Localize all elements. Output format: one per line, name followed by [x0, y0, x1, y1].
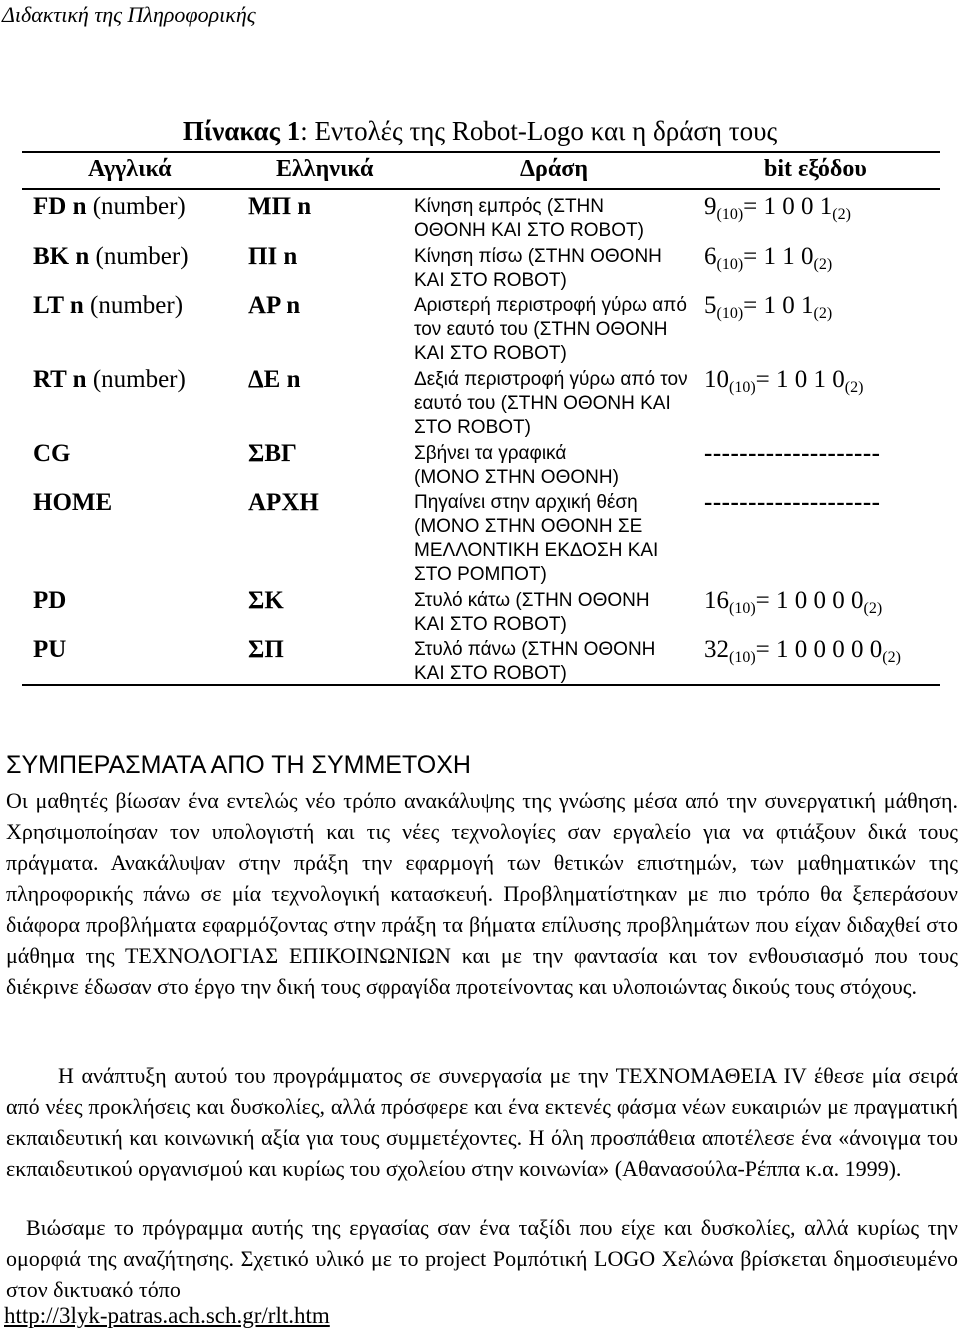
- action-description: Πηγαίνει στην αρχική θέση (ΜΟΝΟ ΣΤΗΝ ΟΘΟΝΗ ΣΕ ΜΕΛΛΟΝΤΙΚΗ ΕΚΔΟΣΗ ΚΑΙ ΣΤΟ ΡΟΜΠΟΤ): [414, 492, 659, 585]
- decimal-base: (10): [716, 206, 744, 223]
- english-command-name: LT n: [33, 292, 84, 319]
- output-bits: [704, 292, 832, 323]
- action-description: Στυλό κάτω (ΣΤΗΝ ΟΘΟΝΗ ΚΑΙ ΣΤΟ ROBOT): [414, 590, 650, 635]
- output-none: --------------------: [704, 440, 881, 467]
- english-command: [33, 292, 183, 320]
- table-top-rule: [22, 151, 940, 153]
- english-command-name: FD n: [33, 193, 87, 220]
- table-caption-text: : Εντολές της Robot-Logo και η δράση τους: [300, 116, 778, 146]
- output-binary: = 1 0 0 1: [743, 193, 833, 220]
- header-english: Αγγλικά: [88, 156, 172, 182]
- output-bits: [704, 489, 881, 517]
- greek-command: ΣΒΓ: [248, 440, 297, 467]
- output-decimal: 32: [704, 636, 729, 663]
- project-link[interactable]: http://3lyk-patras.ach.sch.gr/rlt.htm: [4, 1303, 330, 1328]
- greek-command: ΔΕ n: [248, 366, 301, 393]
- header-action: Δράση: [520, 156, 588, 182]
- action-description: Σβήνει τα γραφικά (ΜΟΝΟ ΣΤΗΝ ΟΘΟΝΗ): [414, 443, 619, 488]
- binary-base: (2): [844, 379, 864, 396]
- english-command: [33, 193, 186, 221]
- decimal-base: (10): [716, 256, 744, 273]
- english-command: [33, 440, 71, 468]
- english-command-name: PD: [33, 587, 67, 614]
- action-description: Κίνηση πίσω (ΣΤΗΝ ΟΘΟΝΗ ΚΑΙ ΣΤΟ ROBOT): [414, 246, 662, 291]
- greek-command: ΣΚ: [248, 587, 284, 614]
- paragraph-3: Βιώσαμε το πρόγραμμα αυτής της εργασίας σαν ένα ταξίδι που είχε και δυσκολίες, αλλά κυρίως την ομορφιά της αναζήτησης. Σχετικό υλικό με το project Ρομπότική LOGO Χελώνα βρίσκεται δημοσιευμένο στον δικτυακό τόπο: [6, 1215, 958, 1302]
- binary-base: (2): [813, 305, 833, 322]
- greek-command: ΣΠ: [248, 636, 284, 663]
- english-command-name: PU: [33, 636, 67, 663]
- header-output-bits: bit εξόδου: [764, 156, 867, 182]
- action-description: Στυλό πάνω (ΣΤΗΝ ΟΘΟΝΗ ΚΑΙ ΣΤΟ ROBOT): [414, 639, 656, 684]
- english-command: [33, 243, 189, 271]
- greek-command: ΜΠ n: [248, 193, 312, 220]
- decimal-base: (10): [729, 649, 756, 666]
- action-description: Αριστερή περιστροφή γύρω από τον εαυτό του (ΣΤΗΝ ΟΘΟΝΗ ΚΑΙ ΣΤΟ ROBOT): [414, 295, 687, 364]
- table-caption-label: Πίνακας 1: [182, 116, 301, 146]
- binary-base: (2): [813, 256, 833, 273]
- table-bottom-rule: [22, 684, 940, 686]
- english-command-name: RT n: [33, 366, 87, 393]
- english-command-arg: (number): [89, 243, 189, 270]
- binary-base: (2): [882, 649, 901, 666]
- output-binary: = 1 0 0 0 0: [755, 587, 864, 614]
- english-command: [33, 489, 112, 517]
- english-command: [33, 636, 66, 664]
- output-binary: = 1 0 1 0: [755, 366, 845, 393]
- english-command-arg: (number): [83, 292, 184, 319]
- output-binary: = 1 1 0: [743, 243, 814, 270]
- greek-command: ΠΙ n: [248, 243, 298, 270]
- decimal-base: (10): [729, 600, 756, 617]
- paragraph-2: Η ανάπτυξη αυτού του προγράμματος σε συνεργασία με την ΤΕΧΝΟΜΑΘΕΙΑ IV έθεσε μία σειρά από νέες προκλήσεις και δυσκολίες, αλλά πρόσφερε και ένα εκτενές φάσμα νέων ευκαιριών με πραγματική εκπαιδευτική και κοινωνική αξία για τους συμμετέχοντες. Η όλη προσπάθεια αποτέλεσε ένα «άνοιγμα του εκπαιδευτικού οργανισμού και κυρίως του σχολείου στην κοινωνία» (Αθανασούλα-Ρέππα κ.α. 1999).: [6, 1063, 958, 1181]
- running-header: Διδακτική της Πληροφορικής: [2, 2, 256, 27]
- english-command-name: BK n: [33, 243, 90, 270]
- output-bits: [704, 587, 882, 618]
- output-decimal: 6: [704, 243, 717, 270]
- english-command-name: CG: [33, 440, 71, 467]
- action-description: Κίνηση εμπρός (ΣΤΗΝ ΟΘΟΝΗ ΚΑΙ ΣΤΟ ROBOT): [414, 196, 644, 241]
- greek-command: ΑΡ n: [248, 292, 301, 319]
- output-bits: [704, 636, 901, 667]
- output-decimal: 9: [704, 193, 717, 220]
- output-decimal: 10: [704, 366, 729, 393]
- decimal-base: (10): [716, 305, 744, 322]
- greek-command: ΑΡΧΗ: [248, 489, 319, 516]
- english-command-arg: (number): [86, 193, 186, 220]
- header-greek: Ελληνικά: [276, 156, 374, 182]
- section-title: ΣΥΜΠΕΡΑΣΜΑΤΑ ΑΠΟ ΤΗ ΣΥΜΜΕΤΟΧΗ: [6, 751, 471, 779]
- english-command-name: HOME: [33, 489, 113, 516]
- output-bits: [704, 193, 851, 224]
- output-bits: [704, 366, 863, 397]
- output-none: --------------------: [704, 489, 881, 516]
- decimal-base: (10): [729, 379, 756, 396]
- english-command-arg: (number): [86, 366, 186, 393]
- output-decimal: 16: [704, 587, 729, 614]
- english-command: [33, 366, 186, 394]
- action-description: Δεξιά περιστροφή γύρω από τον εαυτό του (ΣΤΗΝ ΟΘΟΝΗ ΚΑΙ ΣΤΟ ROBOT): [414, 369, 688, 438]
- binary-base: (2): [832, 206, 851, 223]
- output-bits: [704, 440, 881, 468]
- output-decimal: 5: [704, 292, 717, 319]
- table-header-rule: [22, 188, 940, 190]
- paragraph-1: Οι μαθητές βίωσαν ένα εντελώς νέο τρόπο ανακάλυψης της γνώσης μέσα από την συνεργατική μάθηση. Χρησιμοποίησαν τον υπολογιστή και τις νέες τεχνολογίες σαν εργαλείο για να φτιάξουν δικά τους πράγματα. Ανακάλυψαν στην πράξη την εφαρμογή των θετικών επιστημών, των μαθηματικών της πληροφορικής πάνω σε μία τεχνολογική κατασκευή. Προβληματίστηκαν με πιο τρόπο θα ξεπεράσουν διάφορα προβλήματα εφαρμόζοντας στην πράξη τα βήματα επίλυσης προβλημάτων που είχαν διδαχθεί στο μάθημα της ΤΕΧΝΟΛΟΓΙΑΣ ΕΠΙΚΟΙΝΩΝΙΩΝ και με την φαντασία και τον ενθουσιασμό που τους διέκρινε έδωσαν στο έργο την δική τους σφραγίδα προτείνοντας και υλοποιώντας δικούς τους στόχους.: [6, 788, 958, 999]
- output-binary: = 1 0 0 0 0 0: [755, 636, 883, 663]
- english-command: [33, 587, 66, 615]
- output-bits: [704, 243, 832, 274]
- binary-base: (2): [863, 600, 883, 617]
- table-caption: [0, 116, 960, 147]
- output-binary: = 1 0 1: [743, 292, 814, 319]
